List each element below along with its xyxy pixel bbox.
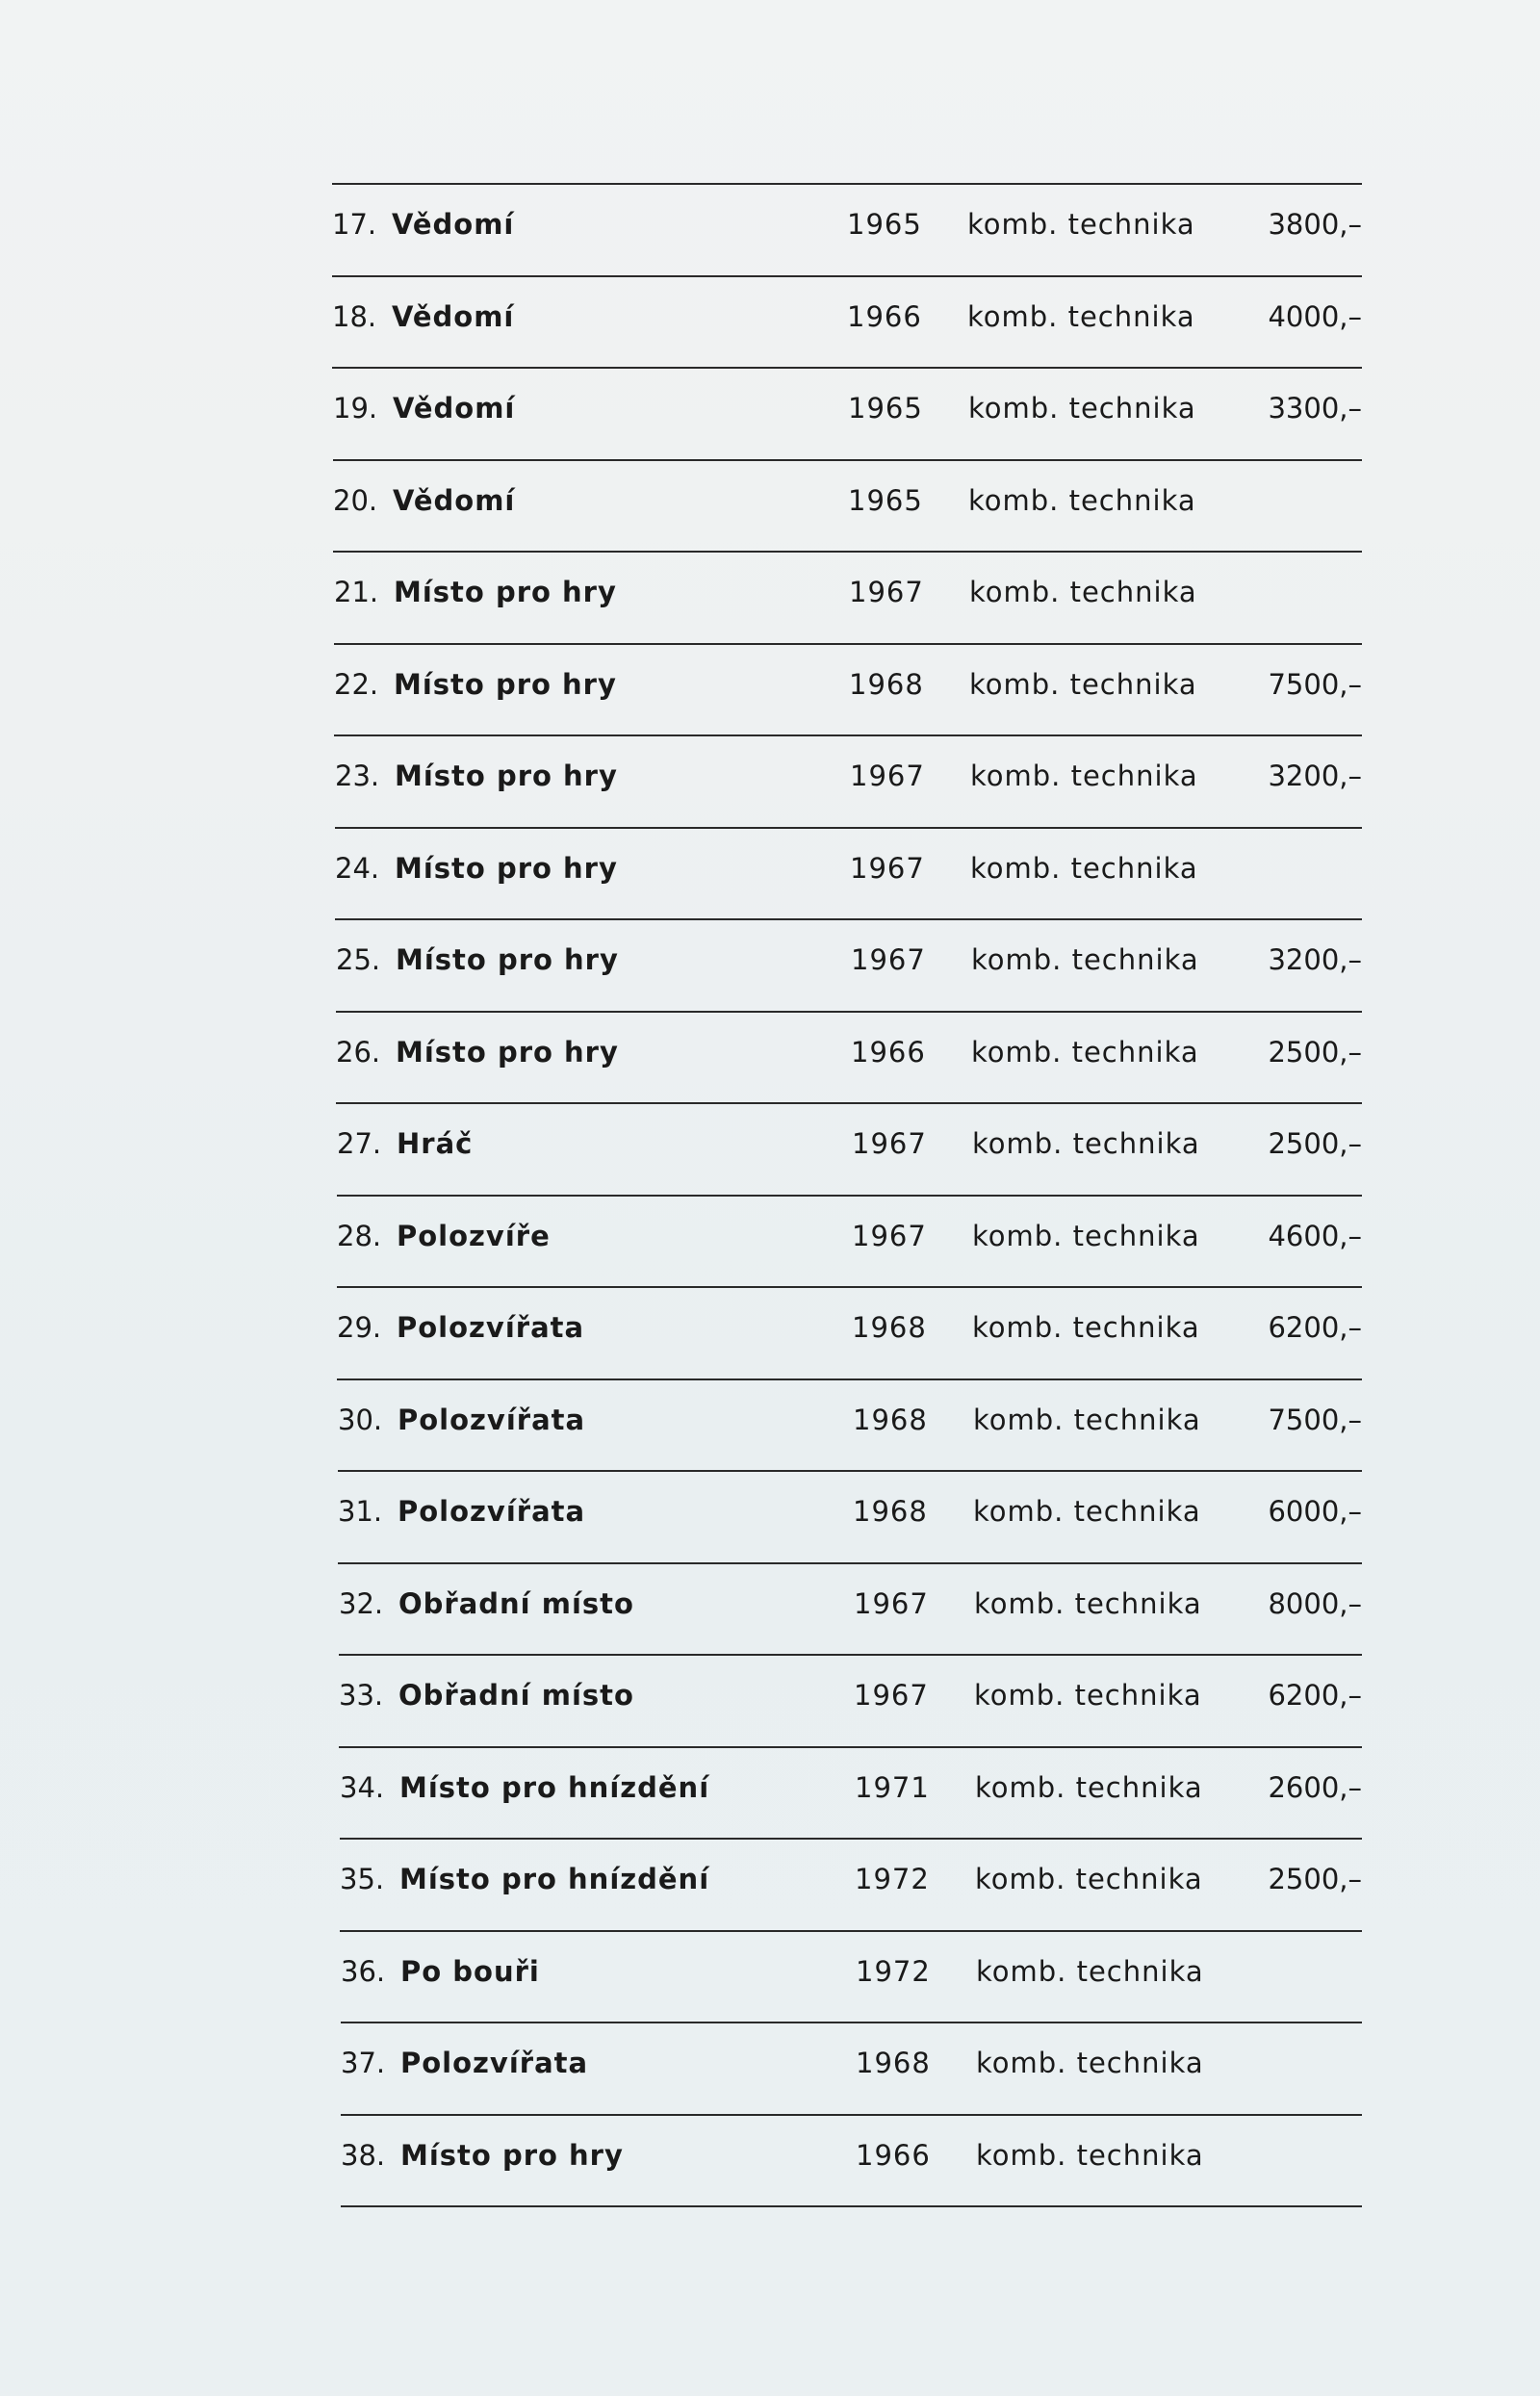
table-row [341, 2023, 1362, 2116]
table-row [341, 1932, 1362, 2024]
artwork-year: 1967 [854, 1679, 929, 1712]
artwork-title: Vědomí [392, 208, 515, 241]
artwork-price: 6000,– [1268, 1495, 1362, 1528]
table-row [332, 185, 1362, 277]
artwork-year: 1967 [850, 851, 925, 885]
artwork-year: 1972 [855, 1863, 930, 1895]
table-row [333, 369, 1362, 461]
artwork-technique: komb. technika [971, 1035, 1199, 1069]
artwork-year: 1967 [850, 760, 925, 792]
artwork-year: 1968 [853, 1403, 928, 1436]
row-number: 34. [340, 1770, 385, 1804]
table-row [333, 461, 1362, 554]
artwork-price: 2500,– [1268, 1035, 1362, 1069]
artwork-technique: komb. technika [972, 1219, 1200, 1252]
row-number: 36. [341, 1954, 386, 1988]
artwork-title: Místo pro hry [396, 943, 619, 976]
row-number: 30. [338, 1403, 383, 1436]
row-number: 29. [337, 1311, 382, 1344]
artwork-price: 4600,– [1268, 1219, 1362, 1252]
table-row [340, 1748, 1362, 1841]
table-row [337, 1288, 1362, 1380]
row-number: 27. [337, 1127, 382, 1160]
table-row [332, 277, 1362, 370]
artwork-title: Polozvířata [397, 1311, 585, 1344]
artwork-title: Polozvířata [398, 1403, 586, 1436]
artwork-technique: komb. technika [975, 1863, 1203, 1895]
artwork-price: 6200,– [1268, 1311, 1362, 1344]
artwork-technique: komb. technika [971, 943, 1199, 976]
artwork-title: Místo pro hry [395, 760, 618, 792]
artwork-price: 7500,– [1268, 667, 1362, 701]
artwork-price: 2500,– [1268, 1127, 1362, 1160]
artwork-technique: komb. technika [970, 760, 1198, 792]
artwork-title: Místo pro hnízdění [399, 1863, 710, 1895]
table-row [337, 1104, 1362, 1197]
row-number: 18. [332, 299, 377, 333]
artwork-technique: komb. technika [968, 483, 1196, 517]
row-number: 20. [333, 483, 378, 517]
artwork-year: 1966 [847, 299, 922, 333]
artwork-year: 1967 [852, 1127, 927, 1160]
artwork-technique: komb. technika [974, 1586, 1202, 1620]
artwork-title: Vědomí [392, 299, 515, 333]
artwork-year: 1968 [856, 2047, 931, 2079]
row-number: 19. [333, 392, 378, 425]
row-number: 37. [341, 2047, 386, 2079]
artwork-year: 1972 [856, 1954, 931, 1988]
artwork-year: 1967 [854, 1586, 929, 1620]
artwork-price: 6200,– [1268, 1679, 1362, 1712]
artwork-year: 1965 [848, 483, 923, 517]
artwork-title: Místo pro hry [394, 576, 617, 608]
row-number: 38. [341, 2138, 386, 2172]
artwork-price: 3200,– [1268, 943, 1362, 976]
artwork-price: 2500,– [1268, 1863, 1362, 1895]
artwork-year: 1967 [852, 1219, 927, 1252]
artwork-title: Místo pro hry [400, 2138, 624, 2172]
artwork-price: 2600,– [1268, 1770, 1362, 1804]
artwork-technique: komb. technika [973, 1495, 1201, 1528]
row-number: 25. [336, 943, 381, 976]
artwork-technique: komb. technika [973, 1403, 1201, 1436]
artwork-year: 1967 [849, 576, 924, 608]
row-number: 23. [335, 760, 380, 792]
artwork-technique: komb. technika [972, 1311, 1200, 1344]
table-row [335, 736, 1362, 829]
artwork-list-table [332, 183, 1362, 2207]
artwork-title: Polozvířata [400, 2047, 589, 2079]
table-row [339, 1656, 1362, 1748]
table-row [338, 1472, 1362, 1564]
artwork-title: Hráč [397, 1127, 474, 1160]
artwork-year: 1966 [851, 1035, 926, 1069]
row-number: 21. [334, 576, 379, 608]
artwork-title: Polozvíře [397, 1219, 551, 1252]
artwork-price: 3200,– [1268, 760, 1362, 792]
row-number: 28. [337, 1219, 382, 1252]
artwork-year: 1968 [849, 667, 924, 701]
artwork-price: 8000,– [1268, 1586, 1362, 1620]
row-number: 35. [340, 1863, 385, 1895]
artwork-year: 1965 [847, 208, 922, 241]
artwork-technique: komb. technika [970, 851, 1198, 885]
table-row [336, 1013, 1362, 1105]
artwork-technique: komb. technika [968, 392, 1196, 425]
artwork-technique: komb. technika [976, 1954, 1204, 1988]
table-row [337, 1197, 1362, 1289]
artwork-technique: komb. technika [976, 2047, 1204, 2079]
row-number: 32. [339, 1586, 384, 1620]
artwork-price: 7500,– [1268, 1403, 1362, 1436]
artwork-year: 1966 [856, 2138, 931, 2172]
table-row [340, 1840, 1362, 1932]
artwork-title: Po bouři [400, 1954, 540, 1988]
artwork-title: Místo pro hry [396, 1035, 619, 1069]
artwork-technique: komb. technika [972, 1127, 1200, 1160]
artwork-technique: komb. technika [976, 2138, 1204, 2172]
row-number: 33. [339, 1679, 384, 1712]
artwork-year: 1968 [852, 1311, 927, 1344]
artwork-year: 1968 [853, 1495, 928, 1528]
artwork-title: Místo pro hnízdění [399, 1770, 710, 1804]
artwork-price: 3800,– [1268, 208, 1362, 241]
row-number: 26. [336, 1035, 381, 1069]
row-number: 17. [332, 208, 377, 241]
artwork-title: Obřadní místo [398, 1679, 634, 1712]
table-row [338, 1380, 1362, 1473]
row-number: 22. [334, 667, 379, 701]
artwork-title: Vědomí [393, 392, 516, 425]
table-row [336, 920, 1362, 1013]
row-number: 31. [338, 1495, 383, 1528]
artwork-year: 1967 [851, 943, 926, 976]
table-row [339, 1564, 1362, 1657]
artwork-title: Polozvířata [398, 1495, 586, 1528]
table-row [334, 645, 1362, 737]
table-row [335, 829, 1362, 921]
artwork-year: 1971 [855, 1770, 930, 1804]
artwork-price: 3300,– [1268, 392, 1362, 425]
artwork-title: Vědomí [393, 483, 516, 517]
artwork-technique: komb. technika [969, 667, 1197, 701]
artwork-technique: komb. technika [967, 299, 1195, 333]
artwork-price: 4000,– [1268, 299, 1362, 333]
table-row [341, 2116, 1362, 2208]
artwork-technique: komb. technika [967, 208, 1195, 241]
row-number: 24. [335, 851, 380, 885]
table-row [334, 553, 1362, 645]
artwork-title: Místo pro hry [395, 851, 618, 885]
artwork-technique: komb. technika [969, 576, 1197, 608]
artwork-technique: komb. technika [975, 1770, 1203, 1804]
artwork-title: Obřadní místo [398, 1586, 634, 1620]
artwork-year: 1965 [848, 392, 923, 425]
artwork-title: Místo pro hry [394, 667, 617, 701]
artwork-technique: komb. technika [974, 1679, 1202, 1712]
